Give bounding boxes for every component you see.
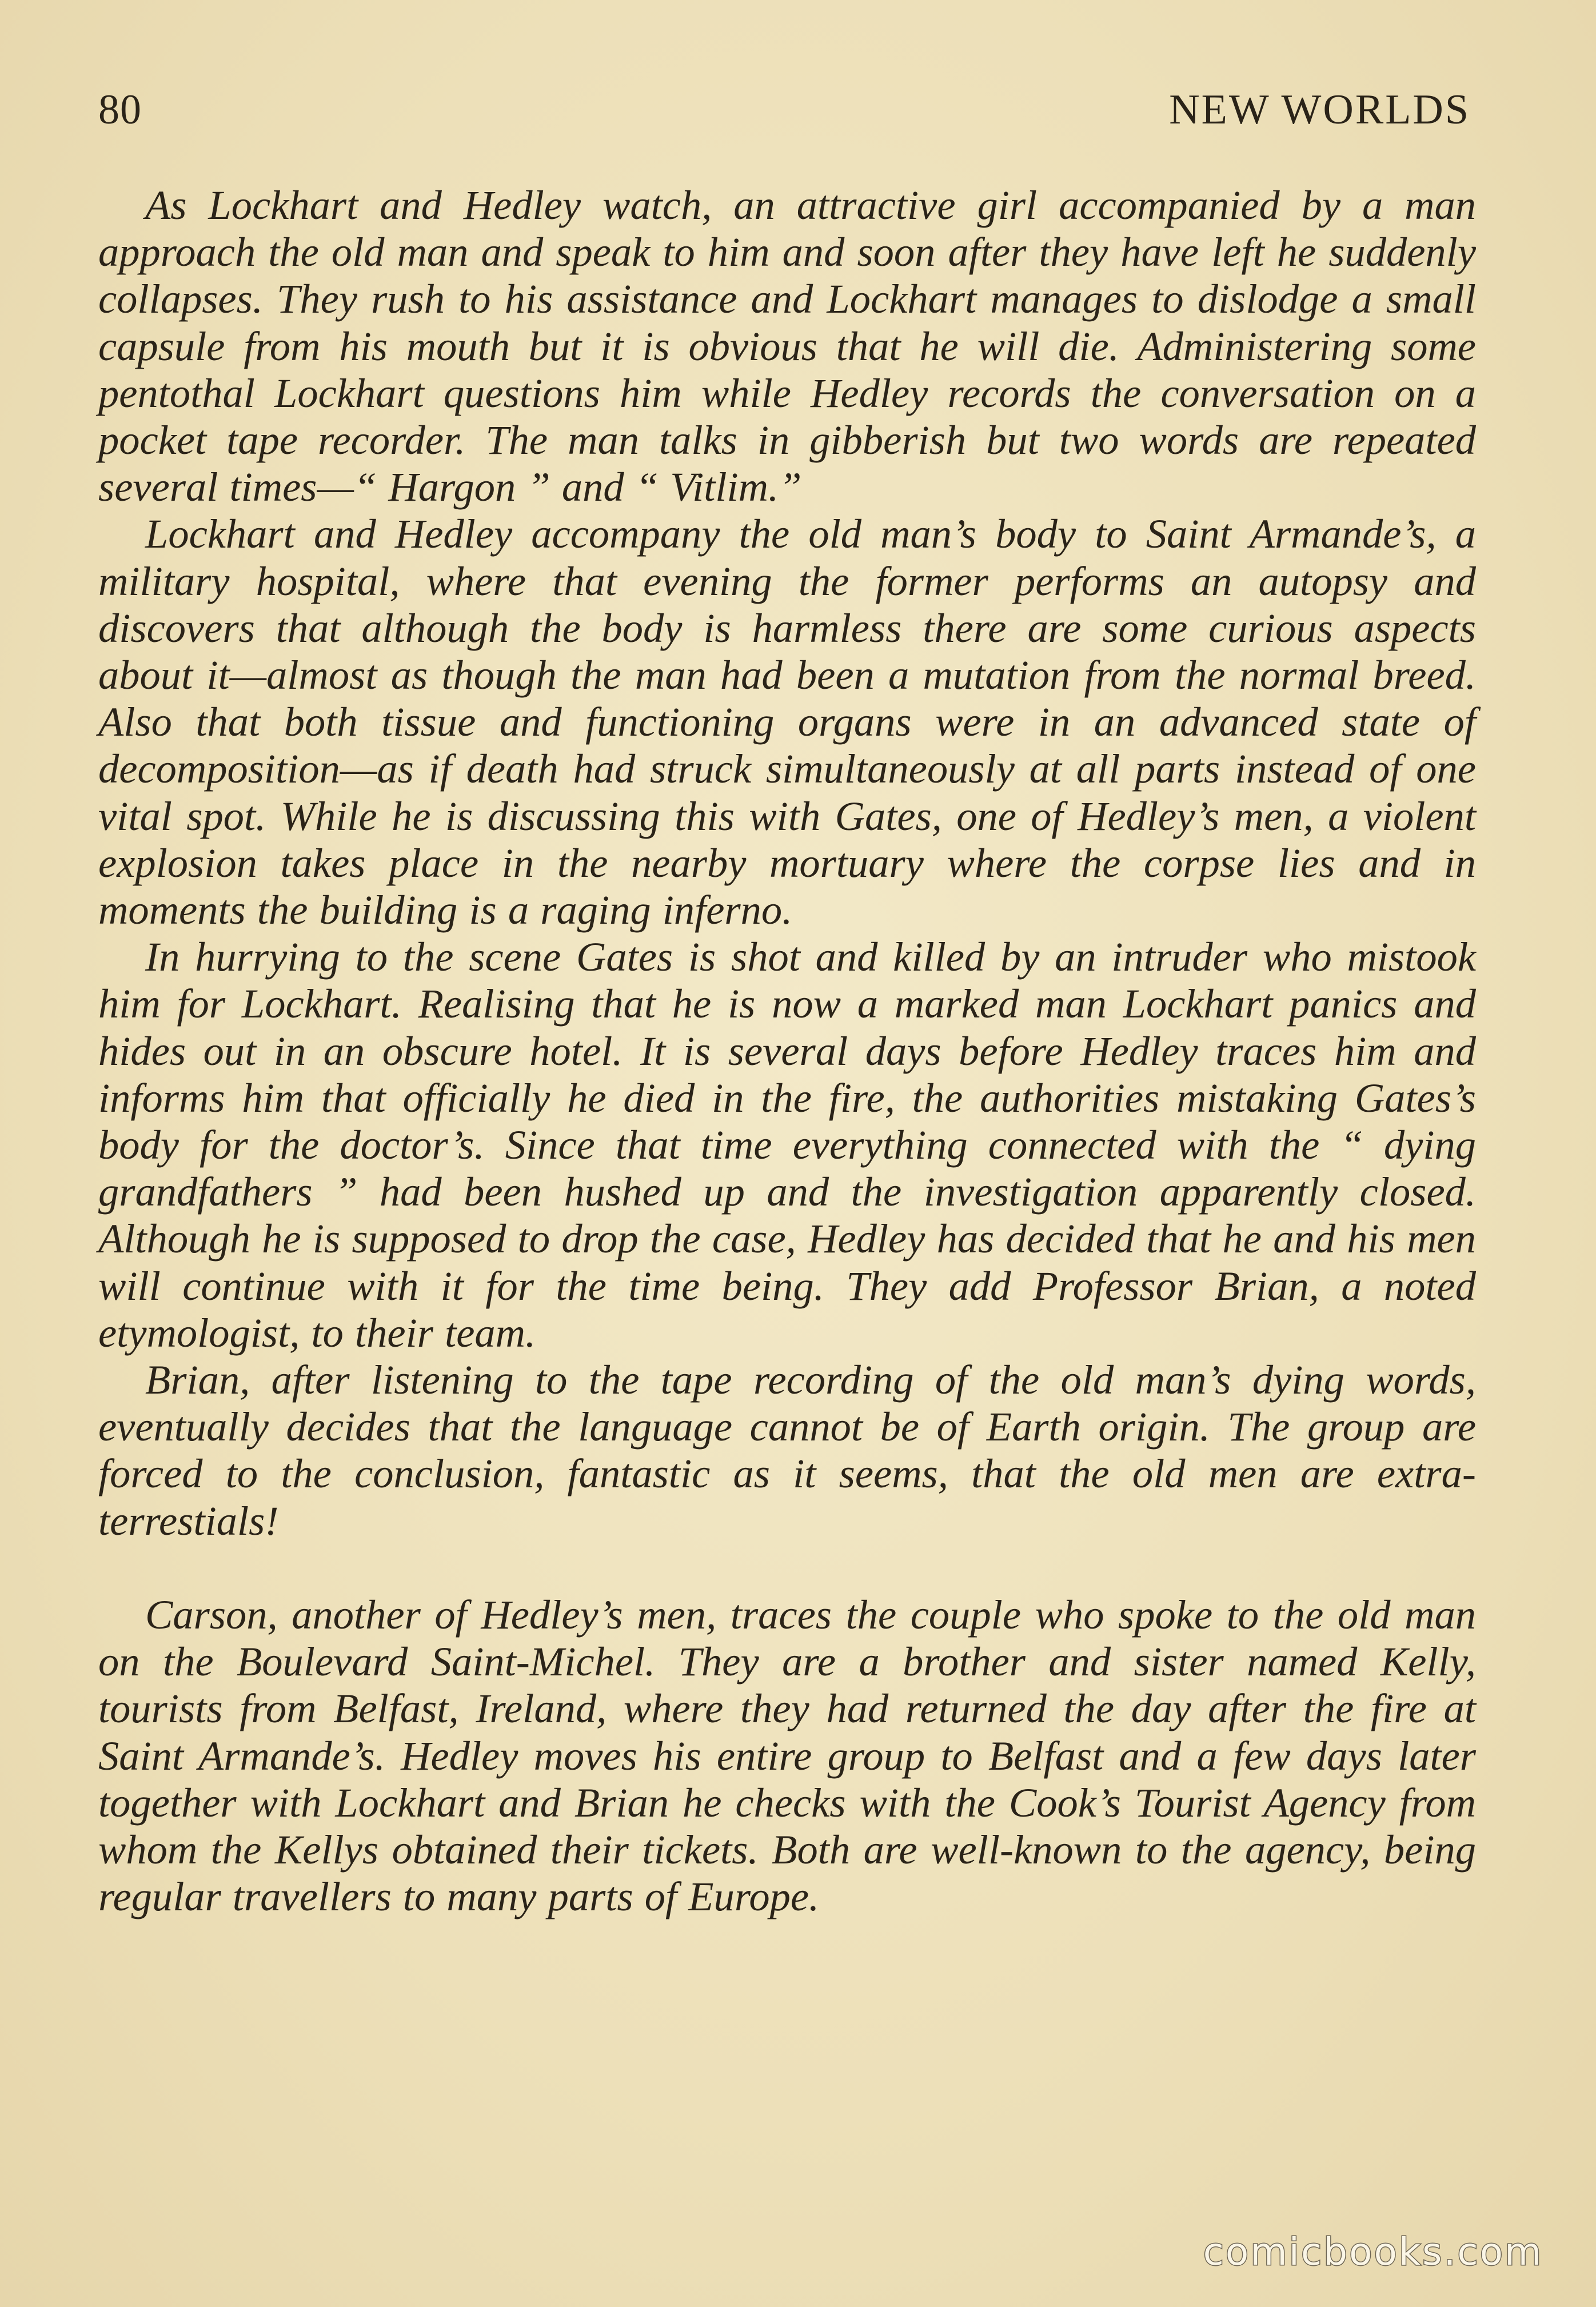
watermark-logo: comicbooks.com [1203, 2230, 1543, 2274]
paragraph-4: Brian, after listening to the tape recording of the old man’s dying words, eventually decides that the language cannot be of Earth origin. The group are forced to the conclusion, fantastic as it seems, that the old men are extra-terrestials! [98, 1356, 1476, 1544]
paragraph-2: Lockhart and Hedley accompany the old man’s body to Saint Armande’s, a military hospital, where that evening the former performs an autopsy and discovers that although the body is harmless there are some curious aspects about it—almost as though the man had been a mutation from the normal breed. Also that both tissue and functioning organs were in an advanced state of decomposition—as if death had struck simultaneously at all parts instead of one vital spot. While he is discussing this with Gates, one of Hedley’s men, a violent explosion takes place in the nearby mortuary where the corpse lies and in moments the building is a raging inferno. [98, 510, 1476, 933]
section-break [98, 1544, 1476, 1591]
body-text [98, 182, 1476, 1920]
page-header [98, 86, 1470, 137]
running-head: NEW WORLDS [1169, 86, 1470, 133]
paragraph-3: In hurrying to the scene Gates is shot and killed by an intruder who mistook him for Lockhart. Realising that he is now a marked man Lockhart panics and hides out in an obscure hotel. It is several days before Hedley traces him and informs him that officially he died in the fire, the authorities mistaking Gates’s body for the doctor’s. Since that time everything connected with the “ dying grandfathers ” had been hushed up and the investigation apparently closed. Although he is supposed to drop the case, Hedley has decided that he and his men will continue with it for the time being. They add Professor Brian, a noted etymologist, to their team. [98, 933, 1476, 1356]
paragraph-5: Carson, another of Hedley’s men, traces the couple who spoke to the old man on the Boulevard Saint-Michel. They are a brother and sister named Kelly, tourists from Belfast, Ireland, where they had returned the day after the fire at Saint Armande’s. Hedley moves his entire group to Belfast and a few days later together with Lockhart and Brian he checks with the Cook’s Tourist Agency from whom the Kellys obtained their tickets. Both are well-known to the agency, being regular travellers to many parts of Europe. [98, 1591, 1476, 1920]
page-number: 80 [98, 86, 142, 133]
paragraph-1: As Lockhart and Hedley watch, an attractive girl accompanied by a man approach the old man and speak to him and soon after they have left he suddenly collapses. They rush to his assistance and Lockhart manages to dislodge a small capsule from his mouth but it is obvious that he will die. Administering some pentothal Lockhart questions him while Hedley records the conversation on a pocket tape recorder. The man talks in gibberish but two words are repeated several times—“ Hargon ” and “ Vitlim.” [98, 182, 1476, 510]
